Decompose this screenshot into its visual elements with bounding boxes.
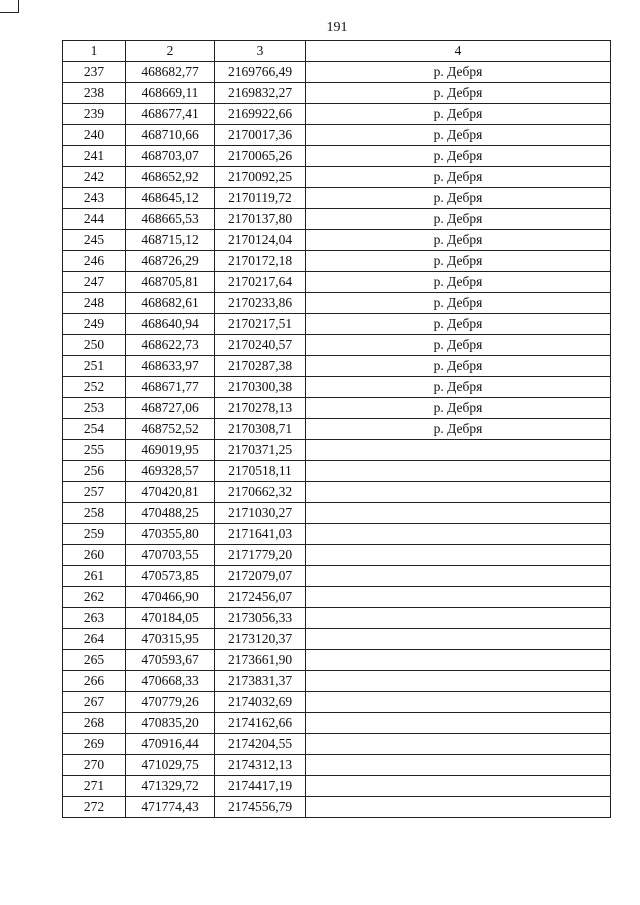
y-coordinate-cell: 2170278,13	[215, 398, 306, 419]
y-coordinate-cell: 2169766,49	[215, 62, 306, 83]
table-row	[63, 797, 611, 818]
description-cell: р. Дебря	[306, 272, 611, 293]
description-cell: р. Дебря	[306, 230, 611, 251]
description-cell: р. Дебря	[306, 83, 611, 104]
table-row	[63, 293, 611, 314]
table-row	[63, 545, 611, 566]
description-cell	[306, 587, 611, 608]
x-coordinate-cell: 468669,11	[126, 83, 215, 104]
point-number-cell: 249	[63, 314, 126, 335]
description-cell: р. Дебря	[306, 377, 611, 398]
description-cell: р. Дебря	[306, 419, 611, 440]
x-coordinate-cell: 468645,12	[126, 188, 215, 209]
point-number-cell: 258	[63, 503, 126, 524]
description-cell: р. Дебря	[306, 104, 611, 125]
x-coordinate-cell: 470184,05	[126, 608, 215, 629]
y-coordinate-cell: 2170217,64	[215, 272, 306, 293]
x-coordinate-cell: 468705,81	[126, 272, 215, 293]
table-row	[63, 377, 611, 398]
x-coordinate-cell: 468671,77	[126, 377, 215, 398]
y-coordinate-cell: 2172079,07	[215, 566, 306, 587]
point-number-cell: 263	[63, 608, 126, 629]
y-coordinate-cell: 2170308,71	[215, 419, 306, 440]
description-cell: р. Дебря	[306, 335, 611, 356]
y-coordinate-cell: 2170124,04	[215, 230, 306, 251]
description-cell: р. Дебря	[306, 209, 611, 230]
y-coordinate-cell: 2174417,19	[215, 776, 306, 797]
point-number-cell: 237	[63, 62, 126, 83]
table-row	[63, 482, 611, 503]
x-coordinate-cell: 468622,73	[126, 335, 215, 356]
point-number-cell: 260	[63, 545, 126, 566]
x-coordinate-cell: 470420,81	[126, 482, 215, 503]
x-coordinate-cell: 469019,95	[126, 440, 215, 461]
x-coordinate-cell: 470593,67	[126, 650, 215, 671]
table-row	[63, 587, 611, 608]
point-number-cell: 266	[63, 671, 126, 692]
y-coordinate-cell: 2170092,25	[215, 167, 306, 188]
point-number-cell: 246	[63, 251, 126, 272]
y-coordinate-cell: 2173831,37	[215, 671, 306, 692]
x-coordinate-cell: 471029,75	[126, 755, 215, 776]
description-cell	[306, 734, 611, 755]
y-coordinate-cell: 2170662,32	[215, 482, 306, 503]
x-coordinate-cell: 468677,41	[126, 104, 215, 125]
header-y-coordinate: 3	[215, 41, 306, 62]
table-row	[63, 650, 611, 671]
point-number-cell: 253	[63, 398, 126, 419]
table-row	[63, 167, 611, 188]
point-number-cell: 272	[63, 797, 126, 818]
table-row	[63, 566, 611, 587]
description-cell	[306, 650, 611, 671]
description-cell	[306, 629, 611, 650]
point-number-cell: 265	[63, 650, 126, 671]
description-cell: р. Дебря	[306, 62, 611, 83]
description-cell	[306, 755, 611, 776]
description-cell	[306, 503, 611, 524]
y-coordinate-cell: 2171030,27	[215, 503, 306, 524]
point-number-cell: 264	[63, 629, 126, 650]
table-row	[63, 440, 611, 461]
table-row	[63, 83, 611, 104]
description-cell: р. Дебря	[306, 251, 611, 272]
y-coordinate-cell: 2170172,18	[215, 251, 306, 272]
y-coordinate-cell: 2170287,38	[215, 356, 306, 377]
point-number-cell: 254	[63, 419, 126, 440]
x-coordinate-cell: 468726,29	[126, 251, 215, 272]
x-coordinate-cell: 470916,44	[126, 734, 215, 755]
table-row	[63, 776, 611, 797]
x-coordinate-cell: 471774,43	[126, 797, 215, 818]
x-coordinate-cell: 468710,66	[126, 125, 215, 146]
table-row	[63, 125, 611, 146]
header-point-number: 1	[63, 41, 126, 62]
point-number-cell: 259	[63, 524, 126, 545]
x-coordinate-cell: 471329,72	[126, 776, 215, 797]
x-coordinate-cell: 468715,12	[126, 230, 215, 251]
y-coordinate-cell: 2170119,72	[215, 188, 306, 209]
table-row	[63, 188, 611, 209]
table-row	[63, 335, 611, 356]
table-row	[63, 692, 611, 713]
point-number-cell: 271	[63, 776, 126, 797]
y-coordinate-cell: 2174204,55	[215, 734, 306, 755]
description-cell	[306, 608, 611, 629]
point-number-cell: 268	[63, 713, 126, 734]
description-cell	[306, 461, 611, 482]
y-coordinate-cell: 2173120,37	[215, 629, 306, 650]
point-number-cell: 248	[63, 293, 126, 314]
description-cell: р. Дебря	[306, 146, 611, 167]
description-cell	[306, 797, 611, 818]
table-row	[63, 272, 611, 293]
description-cell	[306, 671, 611, 692]
x-coordinate-cell: 468640,94	[126, 314, 215, 335]
x-coordinate-cell: 468682,61	[126, 293, 215, 314]
description-cell	[306, 482, 611, 503]
x-coordinate-cell: 470668,33	[126, 671, 215, 692]
description-cell	[306, 713, 611, 734]
y-coordinate-cell: 2170233,86	[215, 293, 306, 314]
y-coordinate-cell: 2170065,26	[215, 146, 306, 167]
x-coordinate-cell: 470488,25	[126, 503, 215, 524]
x-coordinate-cell: 470779,26	[126, 692, 215, 713]
table-row	[63, 314, 611, 335]
y-coordinate-cell: 2170300,38	[215, 377, 306, 398]
y-coordinate-cell: 2174162,66	[215, 713, 306, 734]
point-number-cell: 245	[63, 230, 126, 251]
y-coordinate-cell: 2170371,25	[215, 440, 306, 461]
point-number-cell: 262	[63, 587, 126, 608]
x-coordinate-cell: 470573,85	[126, 566, 215, 587]
point-number-cell: 238	[63, 83, 126, 104]
y-coordinate-cell: 2170217,51	[215, 314, 306, 335]
table-row	[63, 251, 611, 272]
table-body	[63, 62, 611, 818]
description-cell: р. Дебря	[306, 398, 611, 419]
point-number-cell: 251	[63, 356, 126, 377]
point-number-cell: 267	[63, 692, 126, 713]
point-number-cell: 241	[63, 146, 126, 167]
description-cell	[306, 566, 611, 587]
x-coordinate-cell: 470355,80	[126, 524, 215, 545]
y-coordinate-cell: 2170240,57	[215, 335, 306, 356]
point-number-cell: 255	[63, 440, 126, 461]
point-number-cell: 243	[63, 188, 126, 209]
description-cell	[306, 776, 611, 797]
table-row	[63, 755, 611, 776]
x-coordinate-cell: 470315,95	[126, 629, 215, 650]
x-coordinate-cell: 469328,57	[126, 461, 215, 482]
y-coordinate-cell: 2170518,11	[215, 461, 306, 482]
y-coordinate-cell: 2174032,69	[215, 692, 306, 713]
table-row	[63, 104, 611, 125]
y-coordinate-cell: 2170017,36	[215, 125, 306, 146]
table-row	[63, 419, 611, 440]
y-coordinate-cell: 2171779,20	[215, 545, 306, 566]
point-number-cell: 242	[63, 167, 126, 188]
table-row	[63, 146, 611, 167]
table-row	[63, 629, 611, 650]
table-row	[63, 608, 611, 629]
x-coordinate-cell: 468703,07	[126, 146, 215, 167]
point-number-cell: 269	[63, 734, 126, 755]
point-number-cell: 250	[63, 335, 126, 356]
y-coordinate-cell: 2170137,80	[215, 209, 306, 230]
point-number-cell: 247	[63, 272, 126, 293]
table-row	[63, 713, 611, 734]
x-coordinate-cell: 468752,52	[126, 419, 215, 440]
page-number: 191	[326, 20, 348, 35]
table-row	[63, 398, 611, 419]
y-coordinate-cell: 2171641,03	[215, 524, 306, 545]
point-number-cell: 240	[63, 125, 126, 146]
table-row	[63, 62, 611, 83]
x-coordinate-cell: 468652,92	[126, 167, 215, 188]
description-cell: р. Дебря	[306, 125, 611, 146]
point-number-cell: 270	[63, 755, 126, 776]
description-cell	[306, 524, 611, 545]
point-number-cell: 257	[63, 482, 126, 503]
table-row	[63, 734, 611, 755]
point-number-cell: 239	[63, 104, 126, 125]
y-coordinate-cell: 2169922,66	[215, 104, 306, 125]
y-coordinate-cell: 2174556,79	[215, 797, 306, 818]
table-row	[63, 209, 611, 230]
table-header-row	[63, 41, 611, 62]
table-row	[63, 230, 611, 251]
header-x-coordinate: 2	[126, 41, 215, 62]
y-coordinate-cell: 2173661,90	[215, 650, 306, 671]
x-coordinate-cell: 468633,97	[126, 356, 215, 377]
table-row	[63, 671, 611, 692]
y-coordinate-cell: 2172456,07	[215, 587, 306, 608]
x-coordinate-cell: 470466,90	[126, 587, 215, 608]
y-coordinate-cell: 2173056,33	[215, 608, 306, 629]
y-coordinate-cell: 2169832,27	[215, 83, 306, 104]
description-cell: р. Дебря	[306, 293, 611, 314]
description-cell: р. Дебря	[306, 314, 611, 335]
header-description: 4	[306, 41, 611, 62]
table-row	[63, 461, 611, 482]
point-number-cell: 261	[63, 566, 126, 587]
description-cell: р. Дебря	[306, 356, 611, 377]
description-cell: р. Дебря	[306, 167, 611, 188]
point-number-cell: 256	[63, 461, 126, 482]
description-cell	[306, 545, 611, 566]
coordinates-table	[62, 40, 611, 818]
x-coordinate-cell: 470835,20	[126, 713, 215, 734]
description-cell	[306, 692, 611, 713]
point-number-cell: 252	[63, 377, 126, 398]
x-coordinate-cell: 468682,77	[126, 62, 215, 83]
table-row	[63, 356, 611, 377]
point-number-cell: 244	[63, 209, 126, 230]
description-cell	[306, 440, 611, 461]
x-coordinate-cell: 468727,06	[126, 398, 215, 419]
y-coordinate-cell: 2174312,13	[215, 755, 306, 776]
table-row	[63, 503, 611, 524]
table-row	[63, 524, 611, 545]
corner-mark	[0, 0, 19, 13]
x-coordinate-cell: 470703,55	[126, 545, 215, 566]
x-coordinate-cell: 468665,53	[126, 209, 215, 230]
description-cell: р. Дебря	[306, 188, 611, 209]
